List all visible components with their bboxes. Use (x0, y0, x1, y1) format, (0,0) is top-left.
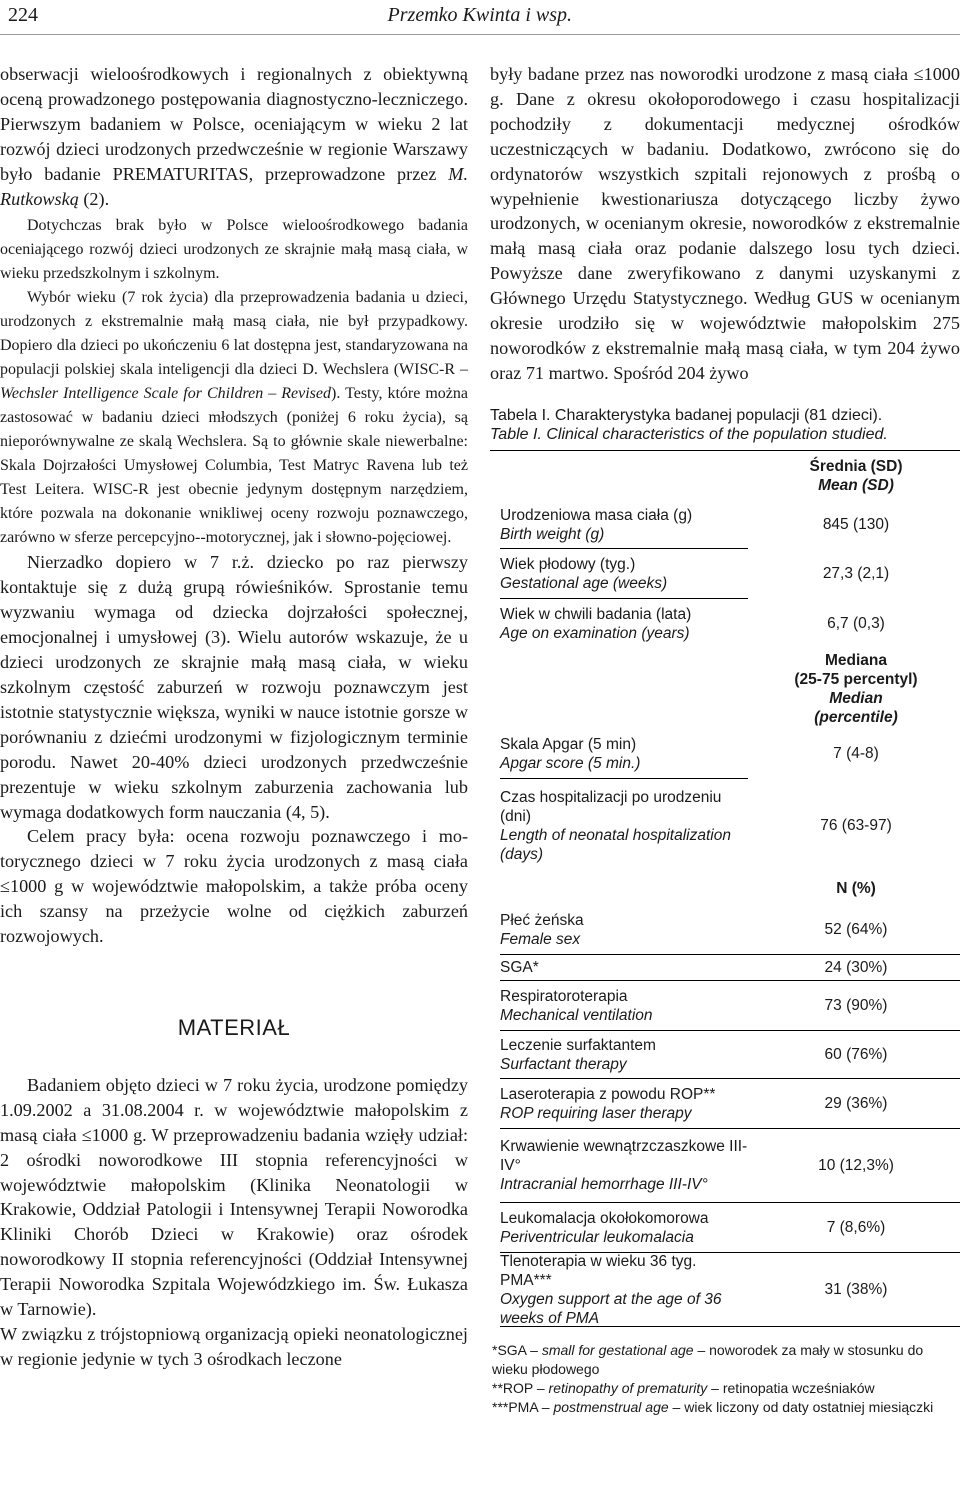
header-median-en: Median (829, 689, 883, 707)
left-column (0, 62, 468, 1372)
row-value: 27,3 (2,1) (822, 565, 890, 583)
row-label-pl: Wiek płodowy (tyg.) (500, 555, 636, 573)
header-n: N (%) (836, 880, 876, 898)
table-row (490, 729, 960, 779)
table-caption-pl: Tabela I. Charakterystyka badanej populacji (81 dzieci). (490, 406, 883, 424)
table-row (490, 1253, 960, 1327)
page-number: 224 (8, 4, 38, 26)
row-label-pl: SGA* (500, 959, 539, 977)
table-row (490, 1031, 960, 1079)
row-label (490, 605, 752, 643)
row-label (490, 911, 752, 949)
table-row (490, 549, 960, 599)
row-label-en: Apgar score (5 min.) (500, 754, 641, 772)
row-label-pl: Urodzeniowa masa ciała (g) (500, 506, 693, 524)
paragraph-5: Celem pracy była: ocena rozwoju poznawczego i motorycznego dzieci w 7 roku życia urodzonych z masą ciała ≤1000 g w województwie małopolskim, a także próba oceny ich szansy na przeżycie wolne od ciężkich zaburzeń rozwojowych. (0, 826, 468, 947)
header-median-en2: (percentile) (814, 708, 898, 726)
footnote: **ROP – retinopathy of prematurity – retinopatia wcześniaków (492, 1379, 875, 1396)
row-label-en: Periventricular leukomalacia (500, 1228, 694, 1246)
section-title-material: MATERIAŁ (177, 1014, 291, 1040)
row-label (490, 788, 752, 864)
row-value: 845 (130) (822, 516, 890, 534)
row-label-pl: Krwawienie wewnątrzczaszkowe III-IV° (500, 1138, 748, 1175)
row-value: 24 (30%) (824, 959, 888, 977)
row-value: 60 (76%) (824, 1046, 888, 1064)
row-value: 31 (38%) (824, 1281, 888, 1299)
population-table (490, 450, 960, 1327)
table-header-median (490, 649, 960, 729)
row-value: 10 (12,3%) (818, 1157, 894, 1175)
table-row (490, 1129, 960, 1203)
table-row (490, 905, 960, 955)
paragraph-6: Badaniem objęto dzieci w 7 roku życia, urodzone pomiędzy 1.09.2002 a 31.08.2004 r. w województwie małopolskim z masą ciała ≤1000 g. W przeprowadzeniu badania wzięły udział: 2 ośrodki noworodkowe III stopnia referencyjności w województwie małopolskim (Klinika Neonatologii w Krakowie, Oddział Patologii i Intensywnej Terapii Noworodka Kliniki Chorób Dzieci w Krakowie) oraz ośrodek noworodkowy II stopnia referencyjności (Oddział Intensywnej Terapii Noworodka Szpitala Wojewódzkiego im. Św. Łukasza w Tarnowie). (0, 1074, 468, 1320)
footnote: *SGA – small for gestational age – noworodek za mały w stosunku do wieku płodowego (492, 1341, 924, 1377)
header-median-pl2: (25-75 percentyl) (794, 670, 918, 688)
row-label (490, 555, 752, 593)
table-header-mean (490, 451, 960, 501)
paragraph-4: Nierzadko dopiero w 7 r.ż. dziecko po raz pierwszy kontaktuje się z dużą grupą rówieśników. Sprostanie temu wyzwaniu wymaga od dziecka dojrzałości społecznej, emocjonalnej i umysłowej (3). Wielu autorów wskazuje, że u dzieci urodzonych ze skrajnie małą masą ciała, w wieku szkolnym częstość zaburzeń w rozwoju poznawczym jest istotnie statystycznie większa, wyniki w nauce istotnie gorsze w porównaniu z dziećmi urodzonymi w fizjologicznym terminie porodu. Nawet 20-40% dzieci urodzonych przedwcześnie prezentuje w wieku szkolnym zaburzenia zachowania lub wymaga dodatkowych form nauczania (4, 5). (0, 552, 468, 822)
row-label (490, 987, 752, 1025)
row-label-pl: Leukomalacja okołokomorowa (500, 1209, 709, 1227)
paragraph-3: Wybór wieku (7 rok życia) dla przeprowadzenia badania u dzieci, urodzonych z ekstremalnie małą masą ciała, nie był przypadkowy. Dopiero dla dzieci po ukończeniu 6 lat dostępna jest, standaryzowana na populacji polskiej skala inteligencji dla dzieci D. Wechslera (WISC-R – Wechsler Intelligence Scale for Children – Revised). Testy, które można zastosować w badaniu dzieci młodszych (poniżej 6 roku życia), są nieporównywalne ze skalą Wechslera. Są to głównie skale niewerbalne: Skala Dojrzałości Umysłowej Columbia, Test Matryc Ravena lub też Test Leitera. WISC-R jest obecnie jedynym dostępnym narzędziem, które pozwala na dokonanie wnikliwej oceny rozwoju poznawczego, zarówno w sferze percepcyjno--motorycznej, jak i słowno-pojęciowej. (0, 289, 469, 547)
row-label-pl: Czas hospitalizacji po urodzeniu (dni) (500, 788, 722, 825)
table-caption-en: Table I. Clinical characteristics of the population studied. (490, 425, 888, 443)
row-label (490, 958, 752, 977)
table-row (490, 981, 960, 1031)
header-mean-en: Mean (SD) (818, 476, 894, 494)
row-label-pl: Leczenie surfaktantem (500, 1036, 656, 1054)
row-label-en: Length of neonatal hospitalization (days) (500, 826, 731, 863)
row-label (490, 506, 752, 544)
table-footnotes (490, 1341, 960, 1417)
row-label-en: Gestational age (weeks) (500, 574, 668, 592)
table-row (490, 1079, 960, 1129)
row-label-en: Oxygen support at the age of 36 weeks of PMA (500, 1290, 722, 1327)
row-label-pl: Płeć żeńska (500, 911, 584, 929)
row-label (490, 1085, 752, 1123)
table-row (490, 599, 960, 649)
table-row (490, 955, 960, 981)
table-header-n (490, 873, 960, 905)
row-label-pl: Tlenoterapia w wieku 36 tyg. PMA*** (500, 1252, 697, 1289)
row-label-en: Birth weight (g) (500, 525, 605, 543)
row-label-en: Intracranial hemorrhage III-IV° (500, 1176, 708, 1194)
row-label-en: Age on examination (years) (500, 624, 690, 642)
right-column (490, 62, 960, 1417)
row-label (490, 1036, 752, 1074)
table-caption (490, 406, 960, 444)
row-value: 6,7 (0,3) (827, 615, 885, 633)
table-row (490, 501, 960, 549)
row-value: 73 (90%) (824, 997, 888, 1015)
page-header (0, 0, 960, 40)
row-value: 29 (36%) (824, 1095, 888, 1113)
row-label-en: Surfactant therapy (500, 1055, 627, 1073)
row-label-pl: Skala Apgar (5 min) (500, 735, 637, 753)
row-label-en: Mechanical ventilation (500, 1006, 653, 1024)
row-value: 76 (63-97) (820, 817, 892, 835)
paragraph-1: obserwacji wieloośrodkowych i regionalnych z obiektywną oceną prowadzonego postępowania diagnostyczno-leczniczego. Pierwszym badaniem w Polsce, oceniającym w wieku 2 lat rozwój dzieci urodzonych przedwcześnie w regionie Warszawy było badanie PREMATURITAS, przeprowadzone przez M. Rutkowską (2). (0, 64, 468, 209)
header-mean-pl: Średnia (SD) (809, 457, 903, 475)
paragraph-2: Dotychczas brak było w Polsce wieloośrodkowego badania oceniającego rozwój dzieci urodzonych ze skrajnie małą masą ciała, w wieku przedszkolnym i szkolnym. (0, 217, 468, 283)
row-value: 7 (4-8) (833, 745, 879, 763)
header-median-pl: Mediana (824, 651, 887, 669)
row-label-en: Female sex (500, 930, 581, 948)
row-label (490, 1252, 752, 1328)
row-label-pl: Wiek w chwili badania (lata) (500, 605, 692, 623)
row-label-en: ROP requiring laser therapy (500, 1104, 692, 1122)
header-rule (0, 34, 960, 35)
row-value: 52 (64%) (824, 921, 888, 939)
paragraph-right-1: były badane przez nas noworodki urodzone z masą ciała ≤1000 g. Dane z okresu okołoporodowego i czasu hospitalizacji pochodziły z dokumentacji medycznej ośrodków uczestniczących w badaniu. Dodatkowo, zwrócono się do ordynatorów wszystkich szpitali rejonowych z prośbą o wypełnienie kwestionariusza dotyczącego liczby żywo urodzonych, w ocenianym okresie, noworodków z ekstremalnie małą masą ciała oraz podanie dalszego losu tych dzieci. Powyższe dane zweryfikowano z danymi uzyskanymi z Głównego Urzędu Statystycznego. Według GUS w ocenianym okresie urodziło się w województwie małopolskim 275 noworodków z ekstremalnie małą masą ciała, w tym 204 żywo oraz 71 martwo. Spośród 204 żywo (490, 64, 960, 383)
running-title: Przemko Kwinta i wsp. (387, 4, 572, 26)
table-row (490, 779, 960, 873)
row-label (490, 735, 752, 773)
footnote: ***PMA – postmenstrual age – wiek liczony od daty ostatniej miesiączki (492, 1398, 934, 1415)
row-label (490, 1137, 752, 1194)
row-label (490, 1209, 752, 1247)
row-value: 7 (8,6%) (826, 1219, 886, 1237)
row-label-pl: Respiratoroterapia (500, 987, 628, 1005)
table-row (490, 1203, 960, 1253)
row-label-pl: Laseroterapia z powodu ROP** (500, 1085, 716, 1103)
paragraph-7: W związku z trójstopniową organizacją opieki neonatologicznej w regionie jedynie w tych 3 ośrodkach leczone (0, 1324, 468, 1369)
